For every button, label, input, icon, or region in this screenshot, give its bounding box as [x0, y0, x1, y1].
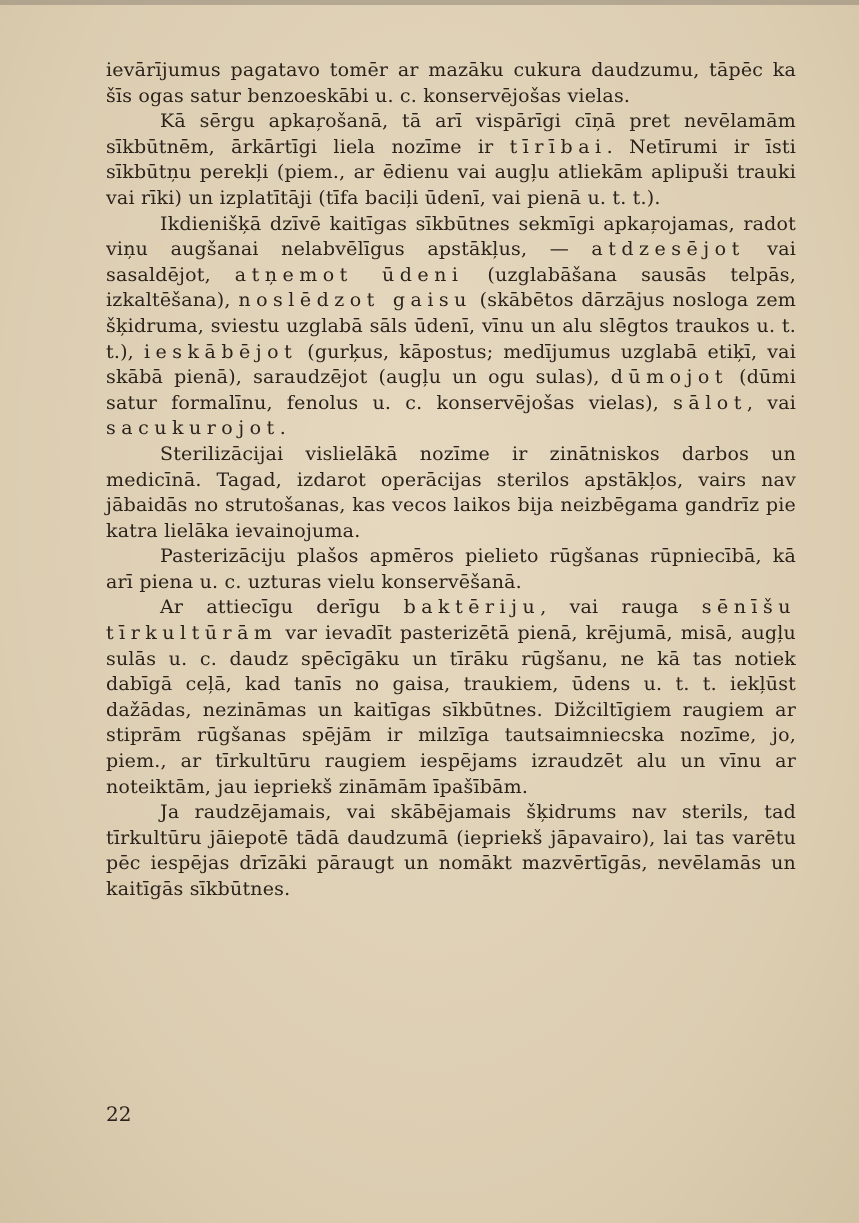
- text-segment: (dūmi satur formalīnu, fenolus u. c. konservējošas vielas),: [106, 366, 796, 414]
- text-segment: , vai rauga: [540, 596, 702, 619]
- emphasized-text: sālot: [673, 391, 747, 414]
- body-text: [106, 58, 796, 903]
- text-segment: (skābētos dārzājus nosloga zem šķidruma, sviestu uzglabā sāls ūdenī, vīnu un alu slēgtos traukos u. t. t.),: [106, 289, 796, 363]
- emphasized-text: sacukurojot: [106, 417, 280, 440]
- text-segment: Ikdienišķā dzīvē kaitīgas sīkbūtnes sekmīgi apkaŗojamas, radot viņu augšanai nelabvēlīgus apstākļus, —: [106, 212, 796, 261]
- emphasized-text: atņemot ūdeni: [234, 263, 464, 286]
- emphasized-text: atdzesējot: [591, 238, 745, 261]
- emphasized-text: baktēriju: [403, 596, 541, 619]
- text-segment: Ar attiecīgu derīgu: [160, 596, 404, 619]
- text-segment: . Netīrumi ir īsti sīkbūtņu perekļi (piem., ar ēdienu vai augļu atliekām aplipuši trauki vai rīki) un izplatītāji (tīfa baciļi ūdenī, vai pienā u. t. t.).: [106, 135, 797, 209]
- text-segment: (uzglabāšana sausās telpās, izkaltēšana),: [106, 263, 796, 312]
- paragraph: [106, 595, 796, 800]
- emphasized-text: dūmojot: [610, 366, 729, 389]
- paragraph: [106, 800, 796, 902]
- emphasized-text: noslēdzot gaisu: [238, 289, 472, 312]
- text-segment: Sterilizācijai vislielākā nozīme ir zinātniskos darbos un medicīnā. Tagad, izdarot operācijas sterilos apstākļos, vairs nav jābaidās no strutošanas, kas vecos laikos bija neizbēgama gandrīz pie katra lielāka ievainojuma.: [106, 442, 796, 542]
- emphasized-text: tīrībai: [509, 135, 607, 158]
- page-number: 22: [106, 1102, 132, 1126]
- text-segment: , vai: [746, 391, 796, 414]
- text-segment: Ja raudzējamais, vai skābējamais šķidrums nav sterils, tad tīrkultūru jāiepotē tādā daudzumā (iepriekš jāpavairo), lai tas varētu pēc iespējas drīzāki pāraugt un nomākt mazvērtīgās, nevēlamās un kaitīgās sīkbūtnes.: [106, 801, 796, 900]
- emphasized-text: sēnīšu tīrkultūrām: [106, 596, 796, 645]
- text-segment: ievārījumus pagatavo tomēr ar mazāku cukura daudzumu, tāpēc ka šīs ogas satur benzoeskābi u. c. konservējošas vielas.: [106, 59, 796, 107]
- emphasized-text: ieskābējot: [143, 340, 298, 363]
- text-segment: vai sasaldējot,: [106, 238, 796, 286]
- text-segment: Pasterizāciju plašos apmēros pielieto rūgšanas rūpniecībā, kā arī piena u. c. uzturas vielu konservēšanā.: [106, 545, 796, 593]
- page-top-edge: [0, 0, 859, 5]
- text-segment: Kā sērgu apkaŗošanā, tā arī vispārīgi cīņā pret nevēlamām sīkbūtnēm, ārkārtīgi liela nozīme ir: [106, 110, 796, 158]
- text-segment: var ievadīt pasterizētā pienā, krējumā, misā, augļu sulās u. c. daudz spēcīgāku un tīrāku rūgšanu, ne kā tas notiek dabīgā ceļā, kad tanīs no gaisa, traukiem, ūdens u. t. t. iekļūst dažādas, nezināmas un kaitīgas sīkbūtnes. Dižciltīgiem raugiem ar stiprām rūgšanas spējām ir milzīga tautsaimniecska nozīme, jo, piem., ar tīrkultūru raugiem iespējams izraudzēt alu un vīnu ar noteiktām, jau iepriekš zināmām īpašībām.: [106, 622, 796, 798]
- text-segment: .: [279, 417, 286, 440]
- paragraph: [106, 109, 796, 211]
- text-segment: (gurķus, kāpostus; medījumus uzglabā etiķī, vai skābā pienā), saraudzējot (augļu un ogu sulas),: [106, 340, 796, 389]
- paragraph: [106, 544, 796, 595]
- paragraph: [106, 58, 796, 109]
- paragraph: [106, 212, 796, 442]
- paragraph: [106, 442, 796, 544]
